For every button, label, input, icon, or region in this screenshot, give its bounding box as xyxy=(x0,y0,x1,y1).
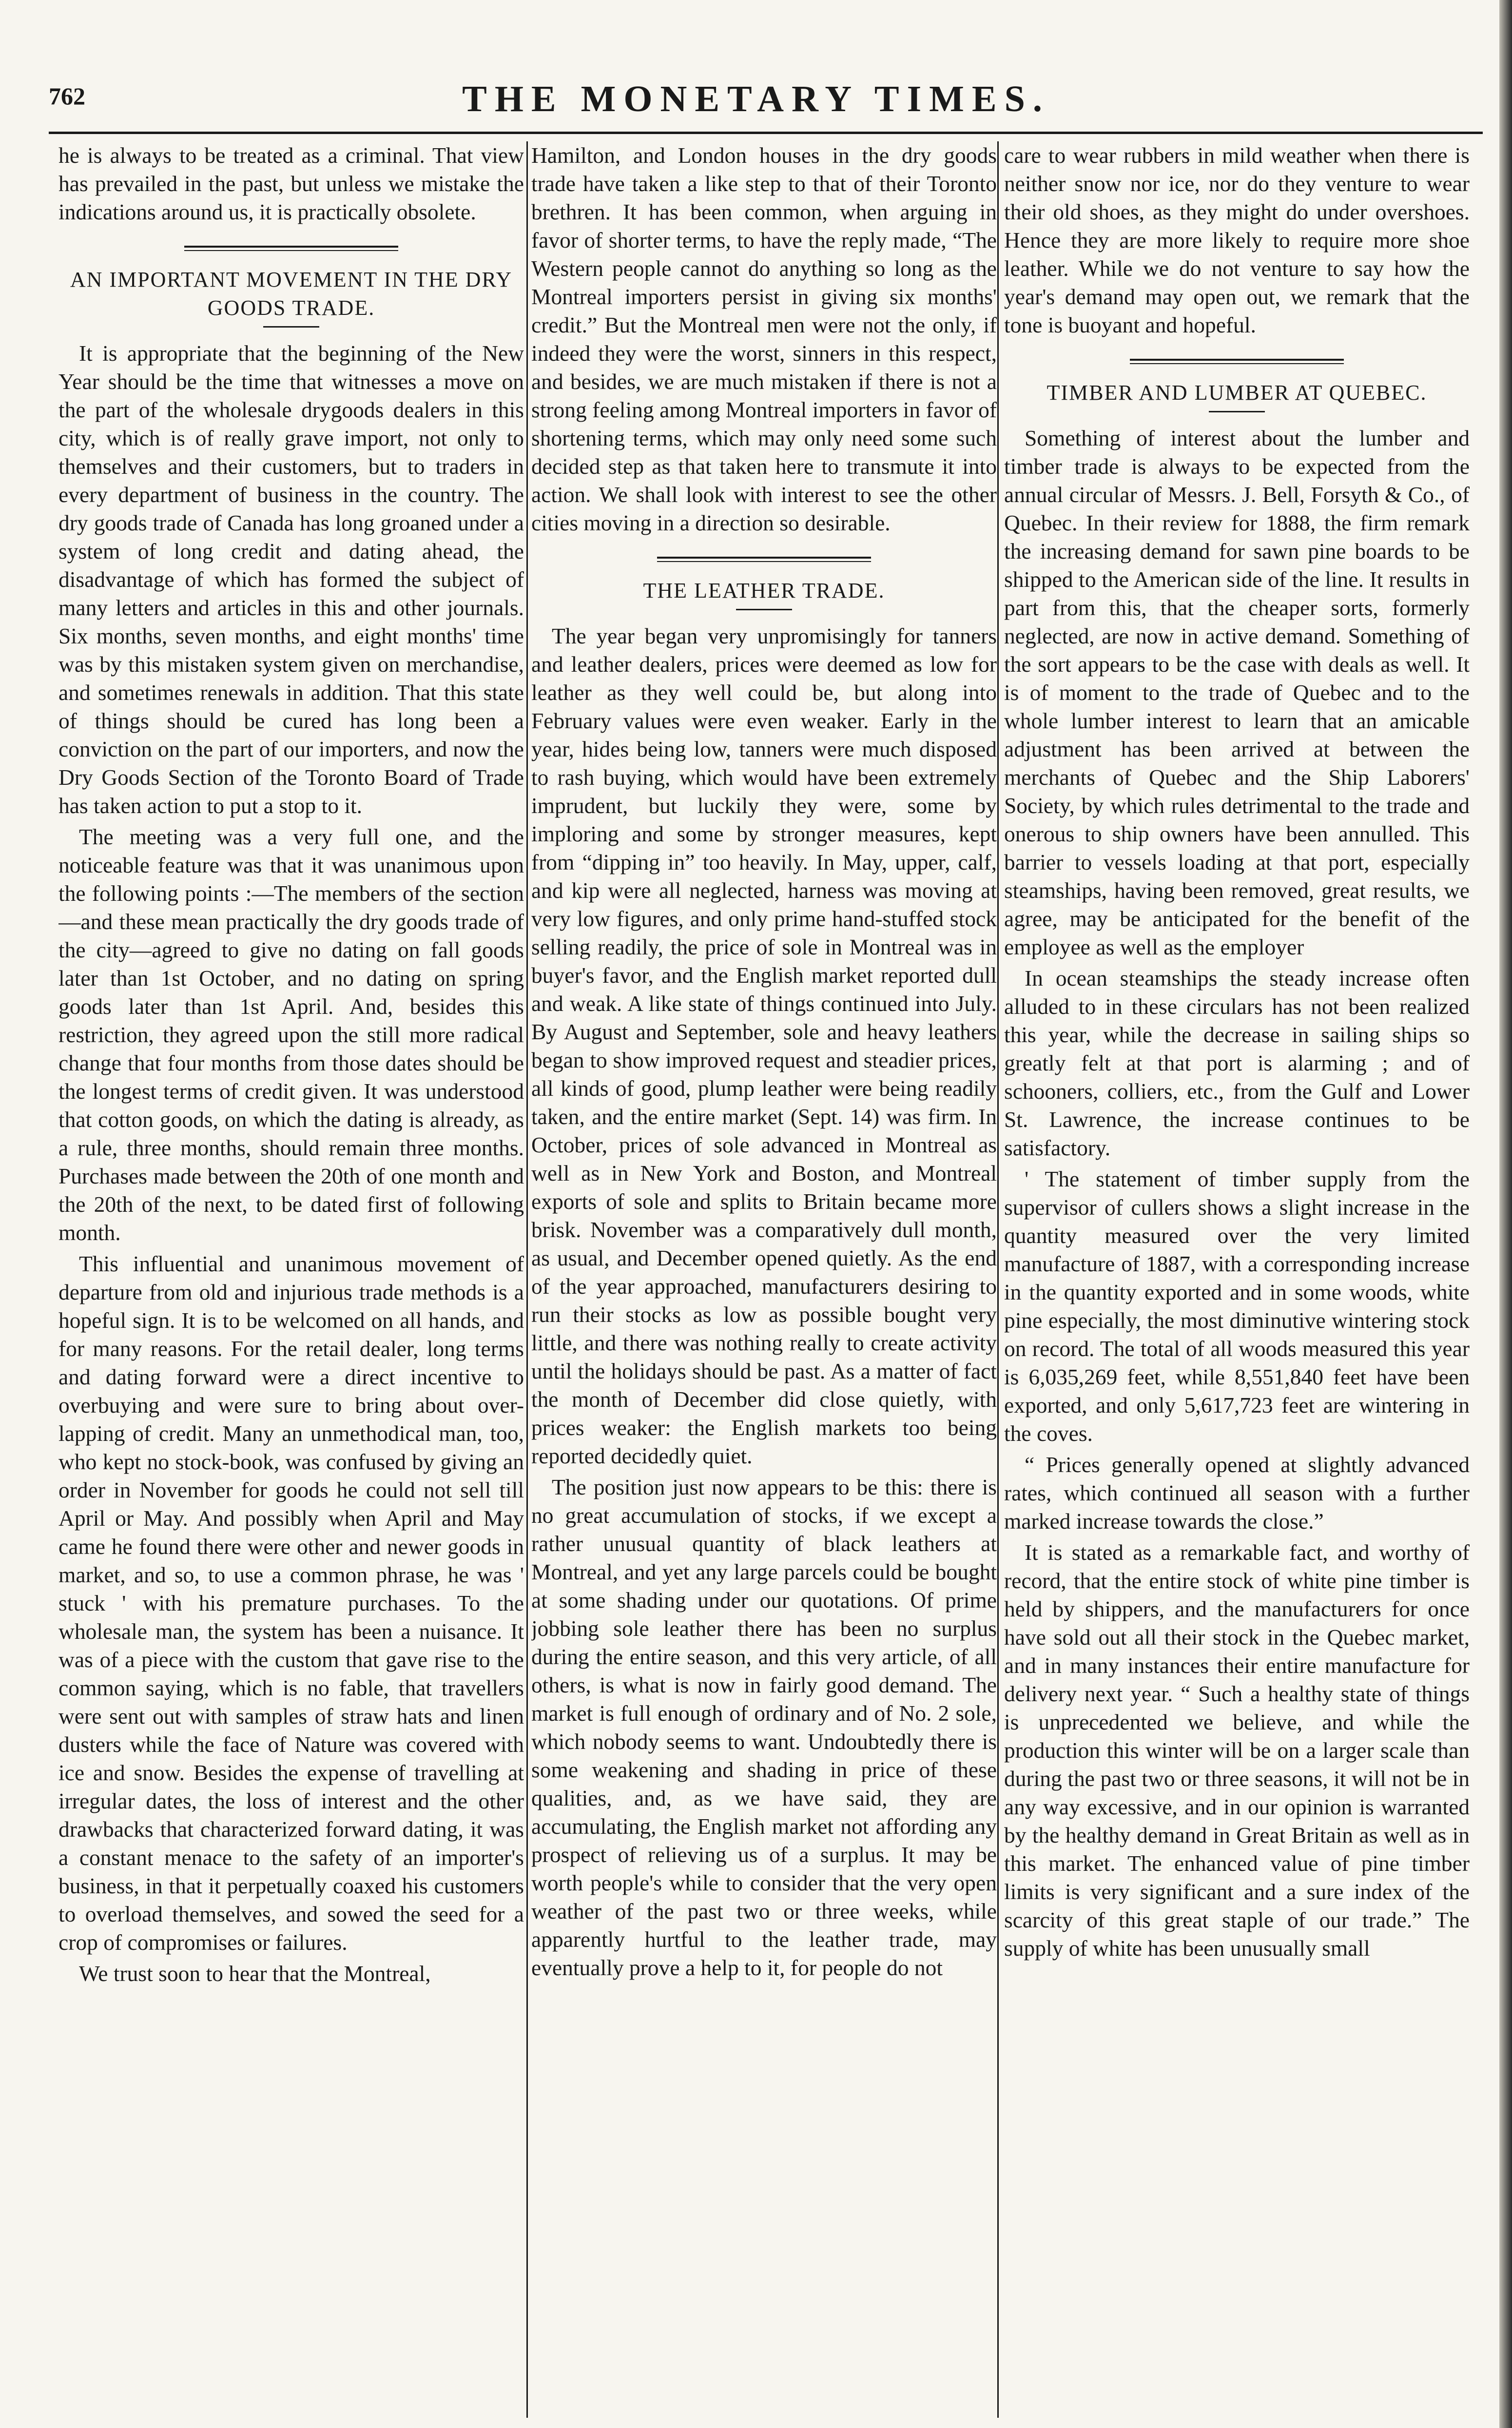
section-separator xyxy=(184,246,398,251)
heading-rule xyxy=(263,326,319,328)
masthead: THE MONETARY TIMES. xyxy=(462,78,1050,119)
paragraph: The position just now appears to be this: there is no great accumulation of stocks, if we except a rather unusual quantity of black leathers at Montreal, and yet any large parcels could be bought at some shading under our quotations. Of prime jobbing sole leather there has been no surplus during the entire season, and this very article, of all others, is what is now in fairly good demand. The market is full enough of ordinary and of No. 2 sole, which nobody seems to want. Undoubtedly there is some weakening and shading in price of these qualities, and, as we have said, they are accumulating, the English market not affording any prospect of relieving us of a surplus. It may be worth people's while to consider that the very open weather of the past two or three weeks, while apparently hurtful to the leather trade, may eventually prove a help to it, for people do not xyxy=(531,1475,997,1980)
page-number: 762 xyxy=(49,82,85,110)
paragraph: Hamilton, and London houses in the dry goods trade have taken a like step to that of their Toronto brethren. It has been common, when arguing in favor of shorter terms, to have the reply made, “The Western people cannot do anything so long as the Montreal importers persist in giving six months' credit.” But the Montreal men were not the only, if indeed they were the worst, sinners in this respect, and besides, we are much mistaken if there is not a strong feeling among Montreal importers in favor of shortening terms, which may only need some such decided step as that taken here to transmute it into action. We shall look with interest to see the other cities moving in a direction so desirable. xyxy=(531,143,997,535)
paragraph: We trust soon to hear that the Montreal, xyxy=(79,1961,431,1986)
section-separator xyxy=(657,557,871,562)
top-rule xyxy=(49,132,1483,134)
paragraph: he is always to be treated as a criminal. That view has prevailed in the past, but unless we mistake the indications around us, it is practically obsolete. xyxy=(58,143,524,224)
paragraph: This influential and unanimous movement of departure from old and injurious trade methods is a hopeful sign. It is to be welcomed on all hands, and for many reasons. For the retail dealer, long terms and dating forward were a direct incentive to overbuying and were sure to bring about over-lapping of credit. Many an unmethodical man, too, who kept no stock-book, was confused by giving an order in November for goods he could not sell till April or May. And possibly when April and May came he found there were other and newer goods in market, and so, to use a common phrase, he was ' stuck ' with his premature purchases. To the wholesale man, the system has been a nuisance. It was of a piece with the custom that gave rise to the common saying, which is no fable, that travellers were sent out with samples of straw hats and linen dusters while the face of Nature was covered with ice and snow. Besides the expense of travelling at irregular dates, the loss of interest and the other drawbacks that characterized forward dating, it was a constant menace to the safety of an importer's business, in that it perpetually coaxed his customers to overload themselves, and sowed the seed for a crop of compromises or failures. xyxy=(58,1251,524,1955)
column-divider xyxy=(526,141,528,2418)
column-2 xyxy=(531,141,997,2418)
article-heading-dry-goods: AN IMPORTANT MOVEMENT IN THE DRY GOODS TRADE. xyxy=(70,268,513,320)
paragraph: Something of interest about the lumber and timber trade is always to be expected from the annual circular of Messrs. J. Bell, Forsyth & Co., of Quebec. In their review for 1888, the firm remark the increasing demand for sawn pine boards to be shipped to the American side of the line. It results in part from this, that the cheaper sorts, formerly neglected, are now in active demand. Something of the sort appears to be the case with deals as well. It is of moment to the trade of Quebec and to the whole lumber interest to learn that an amicable adjustment has been arrived at between the merchants of Quebec and the Ship Laborers' Society, by which rules detrimental to the trade and onerous to ship owners have been annulled. This barrier to vessels loading at that port, especially steamships, having been removed, great results, we agree, may be anticipated for the benefit of the employee as well as the employer xyxy=(1004,426,1470,959)
paragraph: care to wear rubbers in mild weather when there is neither snow nor ice, nor do they venture to wear their old shoes, as they might do under overshoes. Hence they are more likely to require more shoe leather. While we do not venture to say how the year's demand may open out, we remark that the tone is buoyant and hopeful. xyxy=(1004,143,1470,337)
article-heading-leather: THE LEATHER TRADE. xyxy=(643,579,885,602)
paragraph: It is appropriate that the beginning of the New Year should be the time that witnesses a move on the part of the wholesale drygoods dealers in this city, which is of really grave import, not only to themselves and their customers, but to traders in every department of business in the country. The dry goods trade of Canada has long groaned under a system of long credit and dating ahead, the disadvantage of which has formed the subject of many letters and articles in this and other journals. Six months, seven months, and eight months' time was by this mistaken system given on merchandise, and sometimes renewals in addition. That this state of things should be cured has long been a conviction on the part of our importers, and now the Dry Goods Section of the Toronto Board of Trade has taken action to put a stop to it. xyxy=(58,341,524,818)
paragraph: In ocean steamships the steady increase often alluded to in these circulars has not been realized this year, while the decrease in sailing ships so greatly felt at that port is alarming ; and of schooners, colliers, etc., from the Gulf and Lower St. Lawrence, the increase continues to be satisfactory. xyxy=(1004,966,1470,1160)
column-1 xyxy=(58,141,524,2418)
article-heading-timber: TIMBER AND LUMBER AT QUEBEC. xyxy=(1047,381,1427,405)
column-3 xyxy=(1004,141,1470,2418)
section-separator xyxy=(1130,359,1344,364)
heading-rule xyxy=(1209,411,1265,412)
paragraph: It is stated as a remarkable fact, and worthy of record, that the entire stock of white pine timber is held by shippers, and the manufacturers for once have sold out all their stock in the Quebec market, and in many instances their entire manufacture for delivery next year. “ Such a healthy state of things is unprecedented we believe, and while the production this winter will be on a larger scale than during the past two or three seasons, it will not be in any way excessive, and in our opinion is warranted by the healthy demand in Great Britain as well as in this market. The enhanced value of pine timber limits is very significant and a sure index of the scarcity of this great staple of our trade.” The supply of white has been unusually small xyxy=(1004,1540,1470,1961)
paragraph: The year began very unpromisingly for tanners and leather dealers, prices were deemed as low for leather as they well could be, but along into February values were even weaker. Early in the year, hides being low, tanners were much disposed to rash buying, which would have been extremely imprudent, but luckily they were, some by imploring and some by stronger measures, kept from “dipping in” too heavily. In May, upper, calf, and kip were all neglected, harness was moving at very low figures, and only prime hand-stuffed stock selling readily, the price of sole in Montreal was in buyer's favor, and the English market reported dull and weak. A like state of things continued into July. By August and September, sole and heavy leathers began to show improved request and steadier prices, all kinds of good, plump leather were being readily taken, and the entire market (Sept. 14) was firm. In October, prices of sole advanced in Montreal as well as in New York and Boston, and Montreal exports of sole and splits to Britain became more brisk. November was a comparatively dull month, as usual, and December opened quietly. As the end of the year approached, manufacturers desiring to run their stocks as low as possible bought very little, and there was nothing really to create activity until the holidays should be past. As a matter of fact the month of December did close quietly, with prices weaker: the English markets too being reported decidedly quiet. xyxy=(531,623,997,1468)
paragraph: ' The statement of timber supply from the supervisor of cullers shows a slight increase in the quantity measured over the very limited manufacture of 1887, with a corresponding increase in the quantity exported and in some woods, white pine especially, the most diminutive wintering stock on record. The total of all woods measured this year is 6,035,269 feet, while 8,551,840 feet have been exported, and only 5,617,723 feet are wintering in the coves. xyxy=(1004,1166,1470,1446)
heading-rule xyxy=(736,609,792,610)
paragraph: The meeting was a very full one, and the noticeable feature was that it was unanimous upon the following points :—The members of the section—and these mean practically the dry goods trade of the city—agreed to give no dating on fall goods later than 1st October, and no dating on spring goods later than 1st April. And, besides this restriction, they agreed upon the still more radical change that four months from those dates should be the longest terms of credit given. It was understood that cotton goods, on which the dating is already, as a rule, three months, should remain three months. Purchases made between the 20th of one month and the 20th of the next, to be dated first of following month. xyxy=(58,824,524,1245)
page-edge-shadow xyxy=(1499,0,1512,2428)
paragraph: “ Prices generally opened at slightly advanced rates, which continued all season with a further marked increase towards the close.” xyxy=(1004,1452,1470,1534)
column-divider xyxy=(997,141,999,2418)
